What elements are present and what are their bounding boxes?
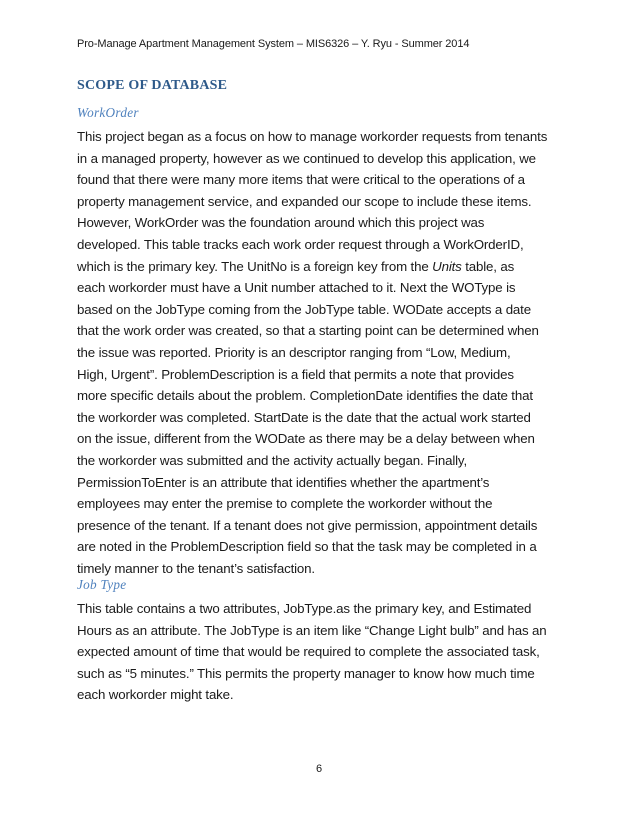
page-number: 6 [315, 763, 323, 775]
paragraph-workorder [77, 126, 577, 579]
paragraph-line: based on the JobType coming from the JobType table. WODate accepts a date [77, 301, 531, 317]
paragraph-line: on the issue, different from the WODate as there may be a delay between when [77, 431, 535, 447]
paragraph-line: This project began as a focus on how to manage workorder requests from tenants [77, 129, 548, 144]
units-table-name: Units [432, 258, 462, 274]
paragraph-line-end: table, as [461, 258, 515, 274]
section-title: SCOPE OF DATABASE [77, 78, 228, 93]
paragraph-line: developed. This table tracks each work order request through a WorkOrderID, [77, 236, 524, 252]
paragraph-line: more specific details about the problem. CompletionDate identifies the date that [77, 388, 533, 404]
paragraph-line: This table contains a two attributes, JobType.as the primary key, and Estimated [77, 601, 532, 616]
paragraph-line: the workorder was submitted and the activity actually began. Finally, [77, 452, 467, 468]
paragraph-line: However, WorkOrder was the foundation around which this project was [77, 215, 485, 231]
paragraph-line: each workorder must have a Unit number attached to it. Next the WOType is [77, 280, 516, 296]
paragraph-line: High, Urgent”. ProblemDescription is a field that permits a note that provides [77, 366, 514, 382]
paragraph-line: the workorder was completed. StartDate is the date that the actual work started [77, 409, 531, 425]
paragraph-line: found that there were many more items that were critical to the operations of a [77, 172, 525, 188]
paragraph-line: the issue was reported. Priority is an descriptor ranging from “Low, Medium, [77, 344, 511, 360]
paragraph-line: employees may enter the premise to complete the workorder without the [77, 496, 493, 512]
subheading-workorder: WorkOrder [77, 105, 139, 120]
paragraph-line: that the work order was created, so that a starting point can be determined when [77, 323, 539, 339]
paragraph-line-start: which is the primary key. The UnitNo is a foreign key from the [77, 258, 433, 274]
paragraph-line: Hours as an attribute. The JobType is an item like “Change Light bulb” and has an [77, 622, 547, 638]
running-header: Pro-Manage Apartment Management System – MIS6326 – Y. Ryu - Summer 2014 [77, 38, 470, 50]
paragraph-line: such as “5 minutes.” This permits the property manager to know how much time [77, 665, 535, 681]
paragraph-line: property management service, and expanded our scope to include these items. [77, 193, 532, 209]
paragraph-line: timely manner to the tenant’s satisfaction. [77, 560, 315, 576]
paragraph-line-units [77, 256, 577, 278]
subheading-job-type: Job Type [77, 577, 127, 592]
paragraph-line: expected amount of time that would be required to complete the associated task, [77, 644, 540, 660]
paragraph-line: PermissionToEnter is an attribute that identifies whether the apartment’s [77, 474, 490, 490]
paragraph-line: presence of the tenant. If a tenant does not give permission, appointment details [77, 517, 538, 533]
paragraph-line: in a managed property, however as we continued to develop this application, we [77, 150, 536, 166]
paragraph-job-type [77, 598, 577, 706]
paragraph-line: are noted in the ProblemDescription field so that the task may be completed in a [77, 539, 537, 555]
paragraph-line: each workorder might take. [77, 687, 234, 703]
